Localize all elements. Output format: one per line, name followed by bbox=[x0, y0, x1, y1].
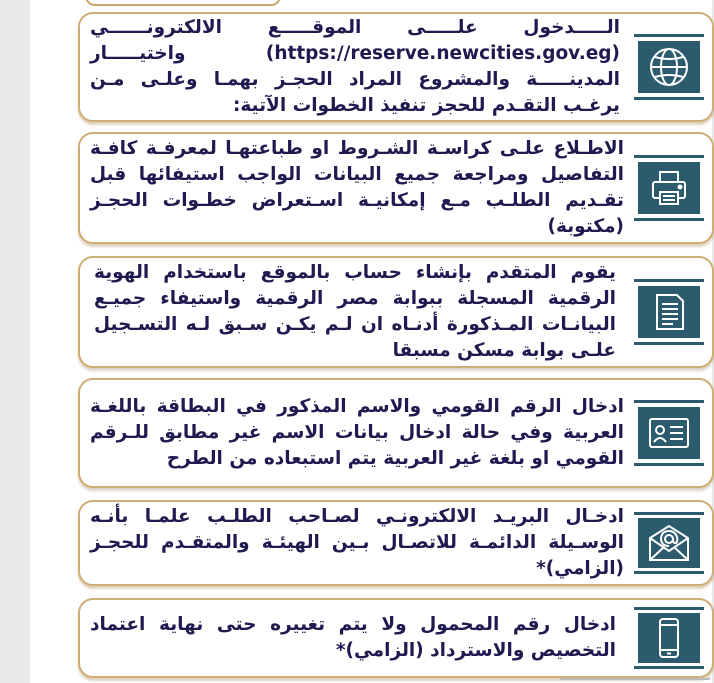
step-card-6 bbox=[78, 598, 714, 678]
step-text: ادخـال البريـد الالكترونـي لصـاحب الطلـب علمـا بأنـه الوسـيلة الدائمـة للاتصـال بـين الهيئـة والمتقـدم للحجـز (الزامي)* bbox=[90, 506, 624, 579]
step-text: ادخال رقم المحمول ولا يتم تغييره حتى نهاية اعتماد التخصيص والاسترداد (الزامي)* bbox=[90, 614, 616, 661]
step-text: الاطـلاع علـى كراسـة الشـروط او طباعتهـا لمعرفـة كافـة التفاصيل ومراجعة جميع البيانات الواجب استيفائها قبل تقـديم الطلـب مـع إمكانيـة اسـتعراض خطـوات الحجـز (مكتوبة) bbox=[90, 138, 624, 237]
step-card-2 bbox=[78, 132, 714, 244]
step-text: الـــــدخول علـــــى الموقـــــع الالكترونــــــي (https://reserve.newcities.gov.eg) واختيـــــار المدينـــــة والمشروع المراد الحجـز بهمـا وعلـى مـن يرغـب التقـدم للحجز تنفيذ الخطوات الآتية: bbox=[90, 17, 620, 116]
step-text: يقوم المتقدم بإنشاء حساب بالموقع باستخدام الهوية الرقمية المسجلة ببوابة مصر الرقمية واستيفاء جميـع البيانـات المـذكورة أدنـاه ان لـم يكـن سـبق لـه التسـجيل علـى بوابة مسكن مسبقا bbox=[94, 262, 616, 361]
icon-frame bbox=[634, 155, 704, 221]
top-decoration bbox=[85, 0, 281, 6]
icon-frame bbox=[634, 512, 704, 574]
page bbox=[30, 0, 712, 683]
id-card-icon bbox=[646, 413, 692, 453]
icon-frame bbox=[634, 400, 704, 466]
icon-frame bbox=[634, 279, 704, 345]
step-card-5 bbox=[78, 500, 714, 586]
step-card-4 bbox=[78, 378, 714, 488]
mobile-icon bbox=[651, 616, 687, 660]
step-text: ادخال الرقم القومي والاسم المذكور في البطاقة باللغـة العربية وفي حالة ادخال بيانات الاسم غير مطابق للـرقم القومي او بلغة غير العربية يتم استبعاده من الطرح bbox=[90, 396, 624, 469]
document-icon bbox=[647, 290, 691, 334]
step-card-1 bbox=[78, 12, 714, 122]
icon-frame bbox=[634, 607, 704, 669]
email-icon bbox=[646, 522, 692, 564]
printer-icon bbox=[647, 166, 691, 210]
icon-frame bbox=[634, 34, 704, 100]
globe-icon bbox=[647, 45, 691, 89]
step-card-3 bbox=[78, 256, 714, 368]
bottom-rule bbox=[560, 678, 710, 680]
